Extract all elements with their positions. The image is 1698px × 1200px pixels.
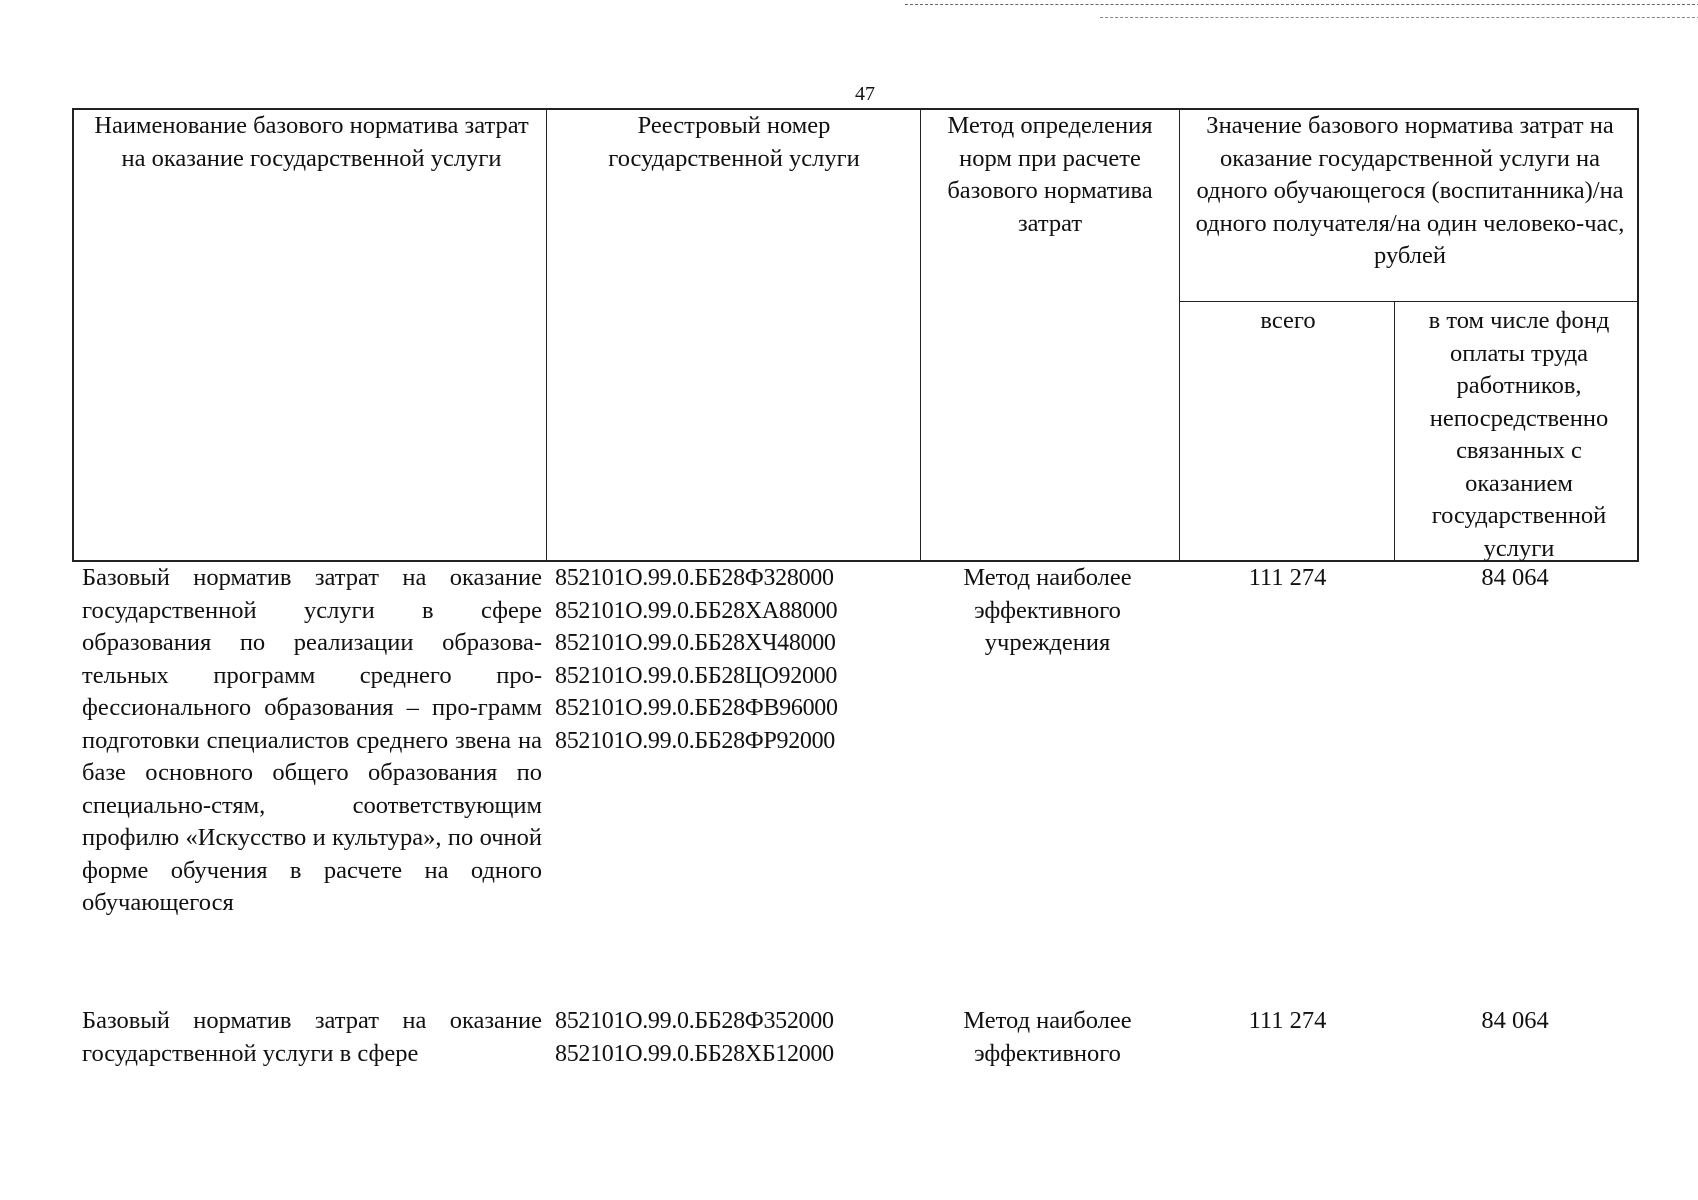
header-method: Метод определения норм при расчете базового норматива затрат	[947, 112, 1153, 237]
row-divider	[1179, 301, 1637, 302]
row-name: Базовый норматив затрат на оказание государственной услуги в сфере	[82, 1007, 542, 1067]
row-name: Базовый норматив затрат на оказание государственной услуги в сфере образования по реализации образова-тельных программ среднего про-фессионального образования – про-грамм подготовки специалистов среднего звена на базе основного общего образования по специально-стям, соответствующим профилю «Искусство и культура», по очной форме обучения в расчете на одного обучающегося	[82, 564, 542, 916]
header-registry: Реестровый номер государственной услуги	[608, 112, 860, 172]
row-total: 111 274	[1248, 1007, 1327, 1034]
row-method: Метод наиболее эффективного	[963, 1007, 1132, 1067]
scan-edge-mark	[1100, 17, 1698, 18]
header-value: Значение базового норматива затрат на оказание государственной услуги на одного обучающегося (воспитанника)/на одного получателя/на один человеко-час, рублей	[1195, 112, 1625, 269]
registry-code: 852101О.99.0.ББ28Ф352000	[555, 1008, 834, 1034]
header-wage: в том числе фонд оплаты труда работников, непосредственно связанных с оказанием государственной услуги	[1428, 307, 1610, 562]
table-header	[72, 108, 1639, 562]
row-wage: 84 064	[1481, 1007, 1549, 1034]
registry-code: 852101О.99.0.ББ28ХА88000	[555, 597, 838, 624]
registry-code: 852101О.99.0.ББ28ХЧ48000	[555, 630, 836, 656]
row-wage: 84 064	[1481, 564, 1549, 591]
row-total: 111 274	[1248, 564, 1327, 591]
header-total: всего	[1260, 307, 1316, 334]
registry-code: 852101О.99.0.ББ28ХБ12000	[555, 1040, 834, 1067]
registry-code: 852101О.99.0.ББ28ЦО92000	[555, 662, 838, 689]
header-name: Наименование базового норматива затрат на оказание государственной услуги	[94, 112, 529, 172]
column-divider	[1179, 110, 1180, 560]
registry-code: 852101О.99.0.ББ28ФР92000	[555, 727, 836, 754]
page-number: 47	[855, 83, 875, 105]
column-divider	[920, 110, 921, 560]
registry-code: 852101О.99.0.ББ28ФВ96000	[555, 695, 838, 721]
registry-code: 852101О.99.0.ББ28ФЗ28000	[555, 565, 834, 591]
registry-codes	[555, 1005, 910, 1070]
scan-edge-mark	[905, 4, 1698, 5]
column-divider	[1394, 301, 1395, 560]
column-divider	[546, 110, 547, 560]
row-method: Метод наиболее эффективного учреждения	[963, 564, 1132, 656]
registry-codes	[555, 562, 910, 757]
